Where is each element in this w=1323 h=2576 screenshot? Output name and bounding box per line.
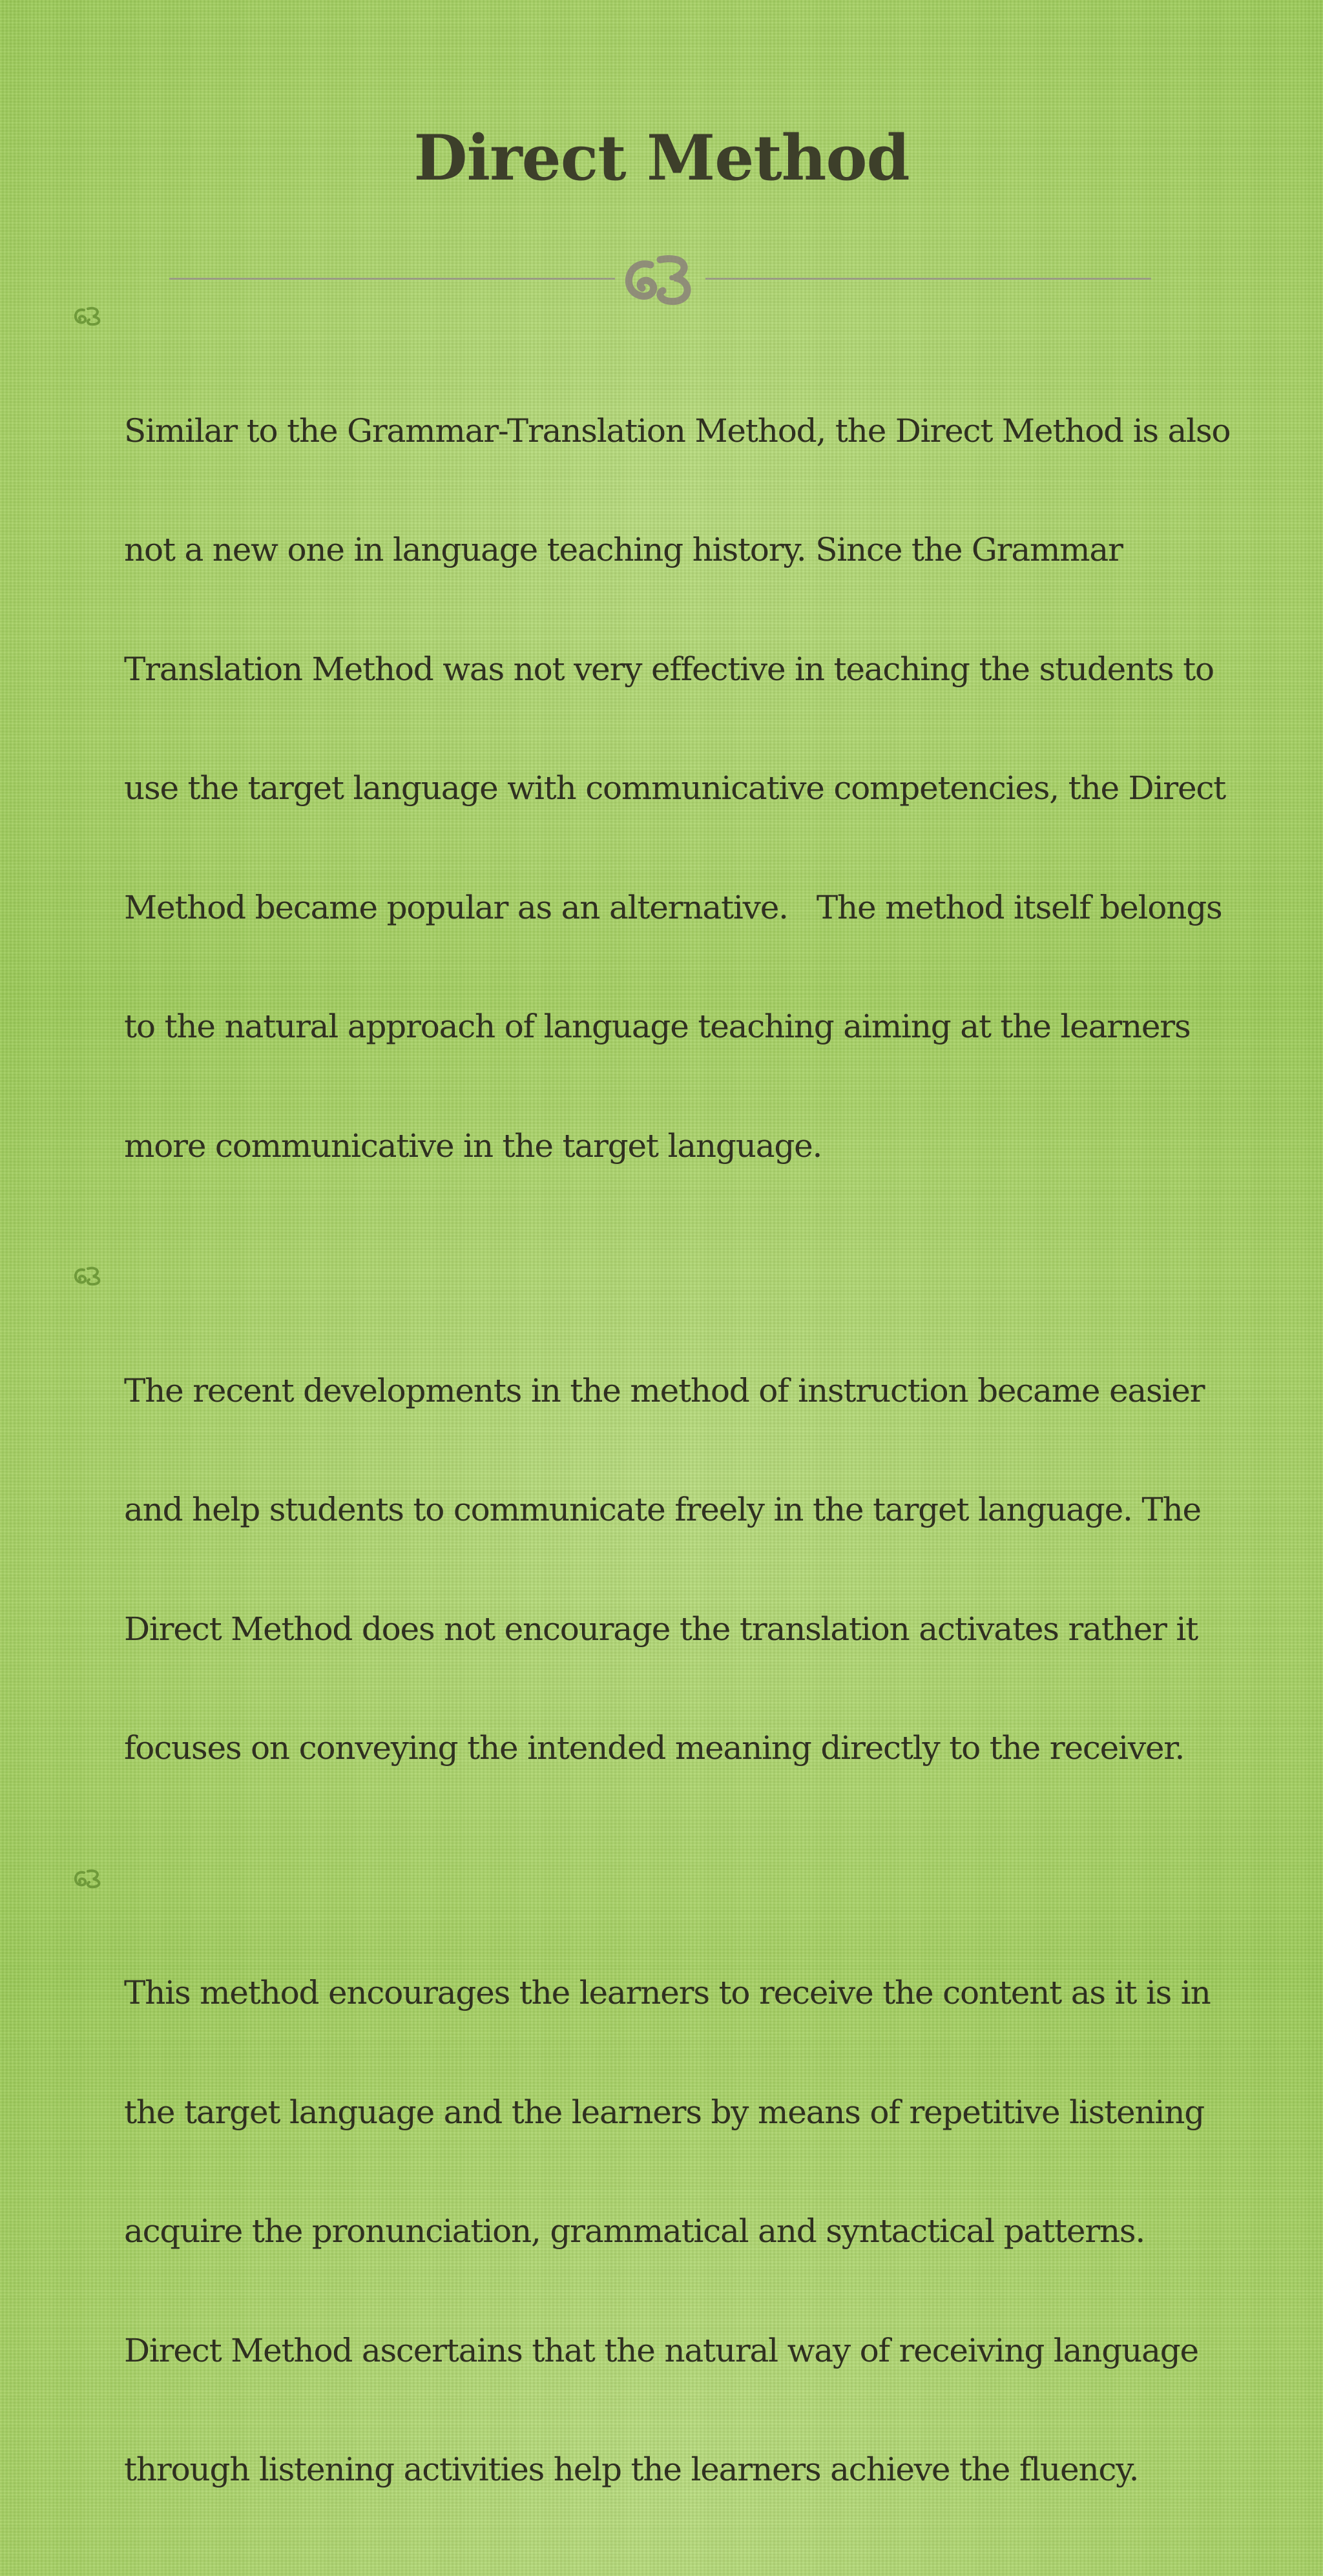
- slide-title: Direct Method: [413, 121, 910, 194]
- divider-line-left: [169, 278, 615, 280]
- bullet-item: [71, 1252, 1286, 1848]
- bullet-line: not a new one in language teaching history. Since the Grammar: [124, 531, 1123, 568]
- bullet-list: [71, 292, 1286, 2576]
- curl-bullet-icon: [71, 1265, 105, 1285]
- bullet-line: acquire the pronunciation, grammatical and syntactical patterns.: [124, 2212, 1145, 2250]
- bullet-line: the target language and the learners by means of repetitive listening: [124, 2093, 1205, 2131]
- bullet-line: more communicative in the target language.: [124, 1127, 822, 1165]
- divider-line-right: [705, 278, 1151, 280]
- bullet-item: [71, 1854, 1286, 2570]
- bullet-line: through listening activities help the learners achieve the fluency.: [124, 2451, 1139, 2488]
- bullet-line: Translation Method was not very effective in teaching the students to: [124, 650, 1214, 688]
- curl-bullet-icon: [71, 1867, 105, 1888]
- bullet-line: Similar to the Grammar-Translation Method, the Direct Method is also: [124, 411, 1231, 450]
- bullet-line: Method became popular as an alternative. The method itself belongs: [124, 888, 1222, 926]
- bullet-line: focuses on conveying the intended meaning directly to the receiver.: [124, 1729, 1185, 1767]
- bullet-line: This method encourages the learners to receive the content as it is in: [124, 1974, 1211, 2011]
- bullet-line: Direct Method does not encourage the translation activates rather it: [124, 1610, 1198, 1648]
- bullet-line: The recent developments in the method of instruction became easier: [124, 1371, 1205, 1409]
- bullet-line: use the target language with communicative competencies, the Direct: [124, 769, 1226, 807]
- bullet-line: Direct Method ascertains that the natural way of receiving language: [124, 2331, 1198, 2369]
- bullet-item: [71, 292, 1286, 1245]
- bullet-line: to the natural approach of language teaching aiming at the learners: [124, 1008, 1191, 1045]
- curl-bullet-icon: [71, 305, 105, 326]
- bullet-line: and help students to communicate freely in the target language. The: [124, 1491, 1201, 1528]
